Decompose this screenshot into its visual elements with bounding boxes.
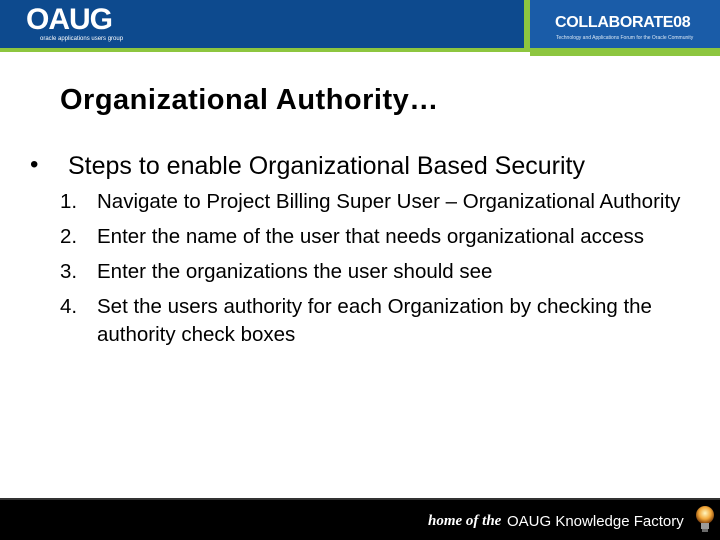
step-item (60, 258, 700, 286)
step-item (60, 293, 700, 349)
bullet-icon: • (30, 151, 39, 178)
footer-home-of: home of the (428, 513, 502, 529)
step-number: 3. (60, 260, 78, 283)
oaug-logo: OAUG (26, 3, 112, 36)
step-number: 2. (60, 225, 78, 248)
step-item (60, 223, 700, 251)
step-text: Set the users authority for each Organization by checking the authority check boxes (97, 295, 652, 346)
footer-brand: OAUG Knowledge Factory (507, 513, 684, 530)
step-text: Enter the name of the user that needs organizational access (97, 225, 645, 248)
header-accent-block (530, 48, 720, 56)
step-number: 4. (60, 295, 78, 318)
lightbulb-icon (694, 504, 716, 534)
oaug-tagline: oracle applications users group (40, 36, 124, 42)
steps-list (60, 188, 700, 356)
step-text: Navigate to Project Billing Super User – Organizational Authority (97, 190, 681, 213)
step-item (60, 188, 700, 216)
step-text: Enter the organizations the user should see (97, 260, 493, 283)
step-number: 1. (60, 190, 78, 213)
collaborate-logo: COLLABORATE08 (555, 14, 691, 31)
main-bullet-text: Steps to enable Organizational Based Security (68, 152, 585, 180)
footer-divider (0, 498, 720, 500)
collaborate-tagline: Technology and Applications Forum for the Oracle Community (556, 35, 694, 41)
header-separator (524, 0, 530, 52)
slide-title: Organizational Authority… (60, 84, 439, 116)
